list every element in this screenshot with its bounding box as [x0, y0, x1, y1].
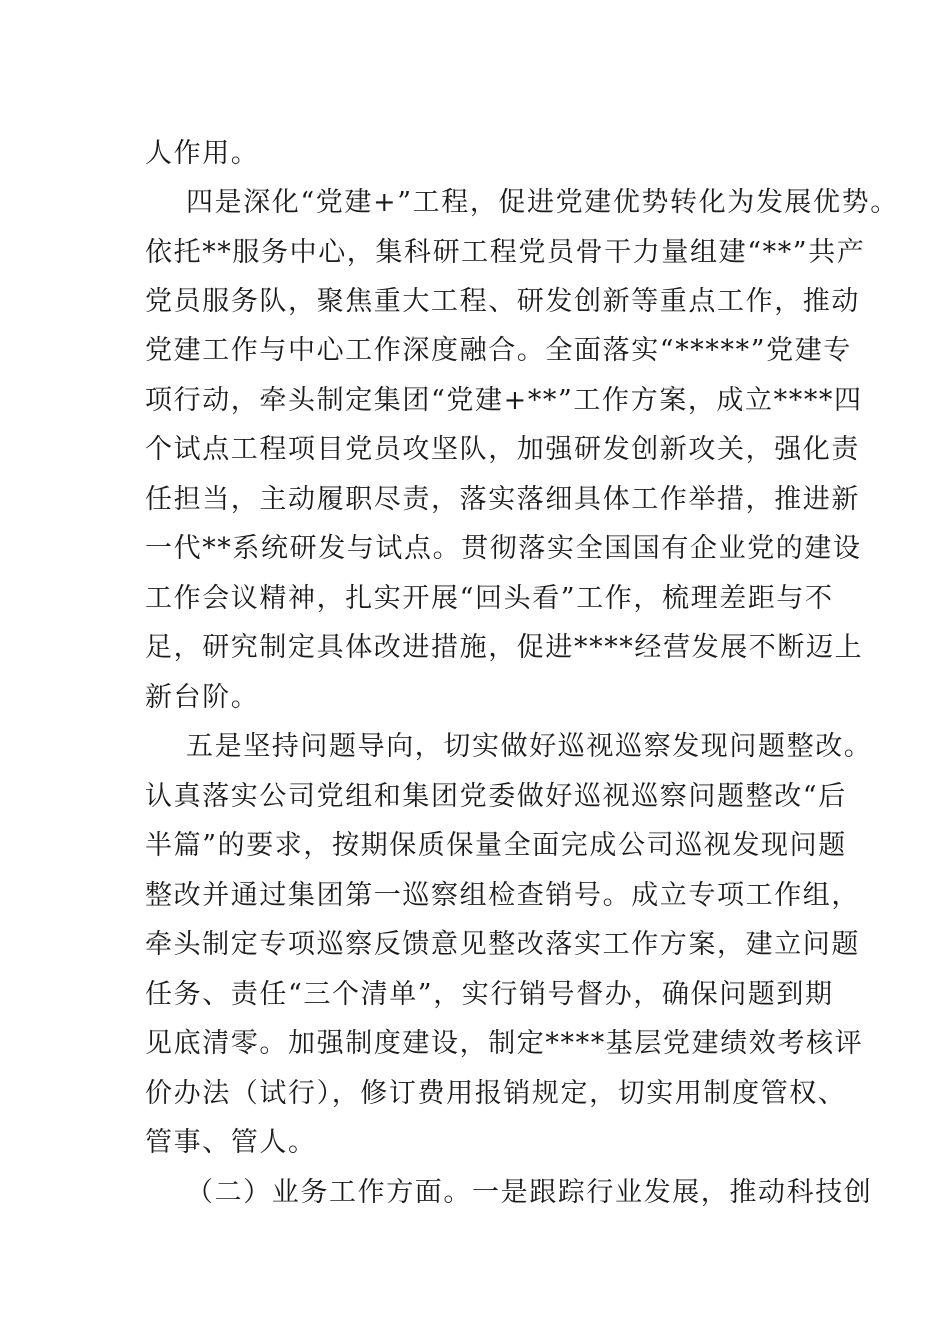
- paragraph-line: 足，研究制定具体改进措施，促进****经营发展不断迈上: [145, 632, 864, 663]
- paragraph-line: 项行动，牵头制定集团“党建+**”工作方案，成立****四: [145, 385, 863, 416]
- paragraph-line: 工作会议精神，扎实开展“回头看”工作，梳理差距与不: [145, 583, 834, 614]
- paragraph-line: 人作用。: [145, 138, 260, 169]
- paragraph-line: 一代**系统研发与试点。贯彻落实全国国有企业党的建设: [145, 533, 862, 564]
- paragraph-line: 新台阶。: [145, 682, 260, 713]
- paragraph-line: 整改并通过集团第一巡察组检查销号。成立专项工作组，: [145, 880, 860, 911]
- paragraph-line: 任务、责任“三个清单”，实行销号督办，确保问题到期: [145, 979, 834, 1010]
- paragraph-line: 牵头制定专项巡察反馈意见整改落实工作方案，建立问题: [145, 929, 860, 960]
- paragraph-line: 管事、管人。: [145, 1127, 317, 1158]
- paragraph-line: 价办法（试行），修订费用报销规定，切实用制度管权、: [145, 1078, 847, 1109]
- paragraph-line: 半篇”的要求，按期保质保量全面完成公司巡视发现问题: [145, 830, 847, 861]
- paragraph-line: 见底清零。加强制度建设，制定****基层党建绩效考核评: [145, 1028, 864, 1059]
- paragraph-line: 五是坚持问题导向，切实做好巡视巡察发现问题整改。: [186, 731, 873, 762]
- paragraph-line: 四是深化“党建+”工程，促进党建优势转化为发展优势。: [186, 187, 899, 218]
- paragraph-line: 党建工作与中心工作深度融合。全面落实“*****”党建专: [145, 335, 852, 366]
- paragraph-line: 任担当，主动履职尽责，落实落细具体工作举措，推进新: [145, 484, 860, 515]
- section-heading-line: （二）业务工作方面。一是跟踪行业发展，推动科技创: [186, 1177, 873, 1208]
- paragraph-line: 依托**服务中心，集科研工程党员骨干力量组建“**”共产: [145, 237, 866, 268]
- paragraph-line: 党员服务队，聚焦重大工程、研发创新等重点工作，推动: [145, 286, 860, 317]
- paragraph-line: 认真落实公司党组和集团党委做好巡视巡察问题整改“后: [145, 781, 847, 812]
- paragraph-line: 个试点工程项目党员攻坚队，加强研发创新攻关，强化责: [145, 434, 860, 465]
